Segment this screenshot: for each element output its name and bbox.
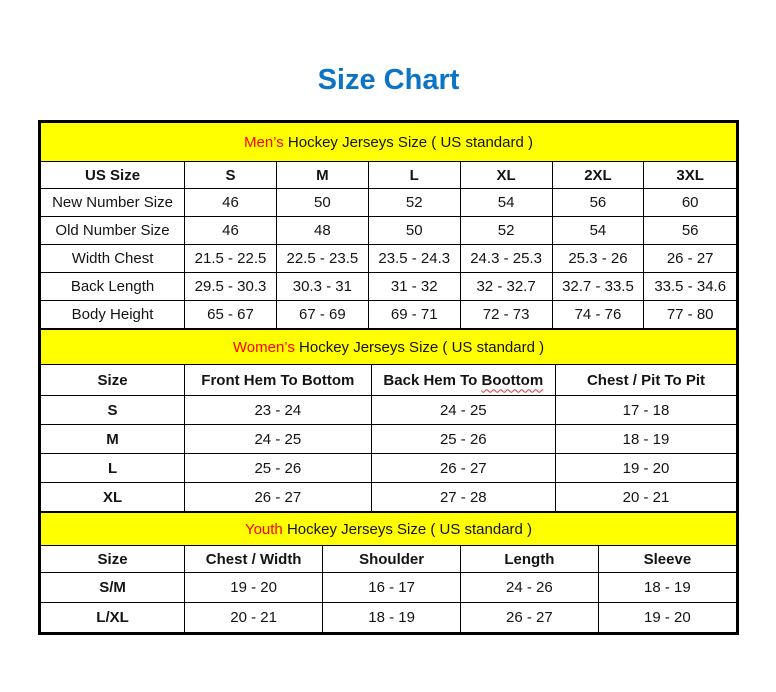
youth-caption: Youth Hockey Jerseys Size ( US standard ) bbox=[41, 513, 737, 546]
womens-header-row bbox=[41, 365, 737, 396]
mens-cell: 22.5 - 23.5 bbox=[276, 245, 368, 273]
womens-cell: 25 - 26 bbox=[371, 425, 555, 454]
mens-row-label: Back Length bbox=[41, 273, 185, 301]
youth-cell: 19 - 20 bbox=[598, 603, 736, 633]
youth-header-row bbox=[41, 546, 737, 573]
mens-cell: 74 - 76 bbox=[552, 301, 644, 329]
mens-caption: Men’s Hockey Jerseys Size ( US standard ) bbox=[41, 123, 737, 162]
youth-cell: 16 - 17 bbox=[323, 573, 461, 603]
mens-size-table bbox=[40, 122, 737, 329]
womens-row-label: M bbox=[41, 425, 185, 454]
mens-cell: 72 - 73 bbox=[460, 301, 552, 329]
womens-cell: 18 - 19 bbox=[556, 425, 737, 454]
mens-cell: 69 - 71 bbox=[368, 301, 460, 329]
womens-column-header: Back Hem To Boottom bbox=[371, 365, 555, 396]
womens-row bbox=[41, 396, 737, 425]
mens-cell: 24.3 - 25.3 bbox=[460, 245, 552, 273]
womens-caption-highlight: Women’s bbox=[232, 338, 295, 356]
youth-row bbox=[41, 603, 737, 633]
mens-caption-highlight: Men’s bbox=[243, 133, 284, 151]
womens-row-label: XL bbox=[41, 483, 185, 512]
mens-cell: 23.5 - 24.3 bbox=[368, 245, 460, 273]
womens-caption-row bbox=[41, 330, 737, 365]
youth-cell: 20 - 21 bbox=[185, 603, 323, 633]
mens-column-header: M bbox=[276, 162, 368, 189]
womens-cell: 19 - 20 bbox=[556, 454, 737, 483]
youth-row-label: S/M bbox=[41, 573, 185, 603]
mens-row-label: New Number Size bbox=[41, 189, 185, 217]
mens-row bbox=[41, 301, 737, 329]
youth-row bbox=[41, 573, 737, 603]
mens-cell: 32.7 - 33.5 bbox=[552, 273, 644, 301]
womens-cell: 25 - 26 bbox=[185, 454, 372, 483]
mens-cell: 54 bbox=[460, 189, 552, 217]
mens-cell: 67 - 69 bbox=[276, 301, 368, 329]
mens-row bbox=[41, 217, 737, 245]
mens-cell: 31 - 32 bbox=[368, 273, 460, 301]
mens-cell: 60 bbox=[644, 189, 737, 217]
mens-column-header: 2XL bbox=[552, 162, 644, 189]
mens-cell: 30.3 - 31 bbox=[276, 273, 368, 301]
mens-cell: 52 bbox=[460, 217, 552, 245]
mens-cell: 54 bbox=[552, 217, 644, 245]
womens-cell: 17 - 18 bbox=[556, 396, 737, 425]
mens-column-header: L bbox=[368, 162, 460, 189]
youth-column-header: Shoulder bbox=[323, 546, 461, 573]
womens-cell: 24 - 25 bbox=[371, 396, 555, 425]
womens-row bbox=[41, 425, 737, 454]
mens-column-header: 3XL bbox=[644, 162, 737, 189]
youth-column-header: Chest / Width bbox=[185, 546, 323, 573]
mens-cell: 26 - 27 bbox=[644, 245, 737, 273]
mens-column-header: S bbox=[185, 162, 277, 189]
mens-row bbox=[41, 273, 737, 301]
mens-cell: 32 - 32.7 bbox=[460, 273, 552, 301]
youth-caption-highlight: Youth bbox=[244, 520, 283, 538]
mens-cell: 65 - 67 bbox=[185, 301, 277, 329]
mens-row-label: Old Number Size bbox=[41, 217, 185, 245]
mens-column-header: US Size bbox=[41, 162, 185, 189]
youth-size-table bbox=[40, 512, 737, 633]
youth-cell: 18 - 19 bbox=[598, 573, 736, 603]
youth-column-header: Length bbox=[461, 546, 599, 573]
page-title: Size Chart bbox=[317, 64, 460, 96]
womens-column-header: Chest / Pit To Pit bbox=[556, 365, 737, 396]
youth-cell: 24 - 26 bbox=[461, 573, 599, 603]
mens-cell: 33.5 - 34.6 bbox=[644, 273, 737, 301]
mens-row-label: Body Height bbox=[41, 301, 185, 329]
mens-header-row bbox=[41, 162, 737, 189]
womens-row bbox=[41, 454, 737, 483]
womens-cell: 23 - 24 bbox=[185, 396, 372, 425]
womens-cell: 24 - 25 bbox=[185, 425, 372, 454]
mens-row bbox=[41, 189, 737, 217]
mens-cell: 48 bbox=[276, 217, 368, 245]
womens-size-table bbox=[40, 329, 737, 512]
youth-cell: 19 - 20 bbox=[185, 573, 323, 603]
womens-column-header: Front Hem To Bottom bbox=[185, 365, 372, 396]
womens-row-label: S bbox=[41, 396, 185, 425]
mens-cell: 77 - 80 bbox=[644, 301, 737, 329]
youth-row-label: L/XL bbox=[41, 603, 185, 633]
womens-cell: 20 - 21 bbox=[556, 483, 737, 512]
mens-cell: 29.5 - 30.3 bbox=[185, 273, 277, 301]
mens-cell: 52 bbox=[368, 189, 460, 217]
womens-cell: 26 - 27 bbox=[371, 454, 555, 483]
womens-row-label: L bbox=[41, 454, 185, 483]
youth-column-header: Size bbox=[41, 546, 185, 573]
youth-cell: 26 - 27 bbox=[461, 603, 599, 633]
mens-caption-row bbox=[41, 123, 737, 162]
mens-cell: 25.3 - 26 bbox=[552, 245, 644, 273]
womens-cell: 26 - 27 bbox=[185, 483, 372, 512]
mens-cell: 46 bbox=[185, 217, 277, 245]
mens-cell: 50 bbox=[276, 189, 368, 217]
mens-column-header: XL bbox=[460, 162, 552, 189]
size-chart-tables bbox=[38, 120, 739, 635]
womens-caption: Women’s Hockey Jerseys Size ( US standard ) bbox=[41, 330, 737, 365]
mens-cell: 56 bbox=[644, 217, 737, 245]
mens-cell: 56 bbox=[552, 189, 644, 217]
womens-column-header: Size bbox=[41, 365, 185, 396]
mens-cell: 50 bbox=[368, 217, 460, 245]
womens-cell: 27 - 28 bbox=[371, 483, 555, 512]
misspelled-word: Boottom bbox=[481, 371, 544, 389]
mens-row bbox=[41, 245, 737, 273]
youth-column-header: Sleeve bbox=[598, 546, 736, 573]
youth-cell: 18 - 19 bbox=[323, 603, 461, 633]
mens-row-label: Width Chest bbox=[41, 245, 185, 273]
womens-row bbox=[41, 483, 737, 512]
youth-caption-row bbox=[41, 513, 737, 546]
mens-cell: 21.5 - 22.5 bbox=[185, 245, 277, 273]
mens-cell: 46 bbox=[185, 189, 277, 217]
